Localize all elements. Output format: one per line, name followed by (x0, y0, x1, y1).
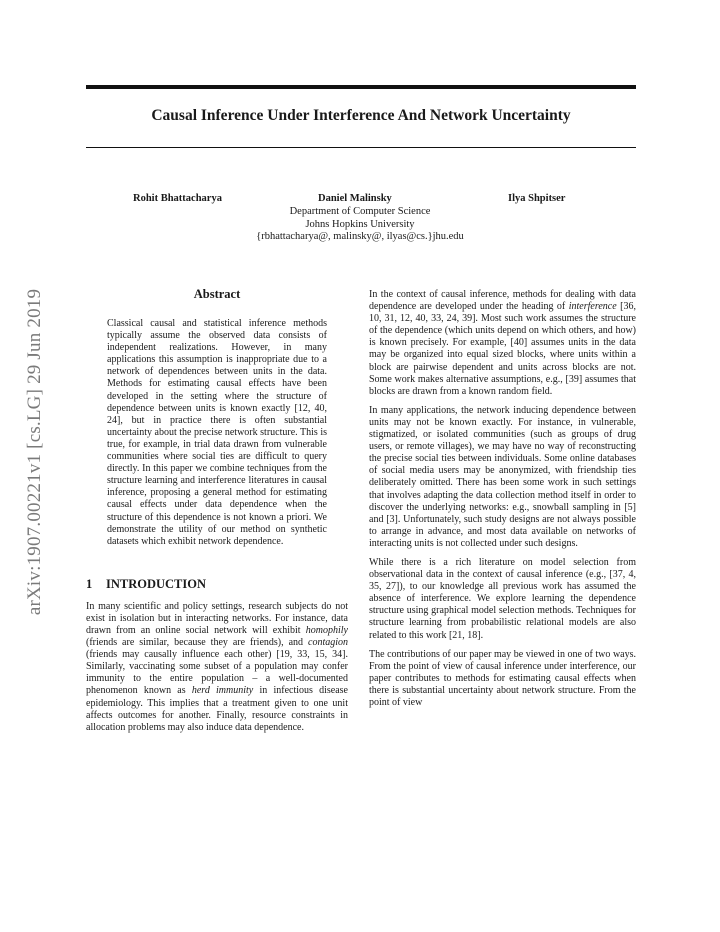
section-number: 1 (86, 576, 93, 591)
section-title: INTRODUCTION (106, 576, 207, 591)
term-homophily: homophily (305, 624, 348, 636)
arxiv-sidebar-stamp (22, 242, 48, 662)
title-bottom-rule (86, 147, 636, 148)
term-interference: interference (568, 301, 617, 313)
left-column (86, 287, 348, 734)
university: Johns Hopkins University (305, 218, 415, 230)
term-contagion: contagion (308, 637, 348, 649)
author-third: Ilya Shpitser (508, 193, 566, 204)
intro-paragraph: In many scientific and policy settings, research subjects do not exist in isolation but in interacting networks. For instance, data drawn from an online social network will exhibit homophily (friends are similar, because they are friends), and contagion (friends may causally influence each other) [19, 33, 15, 34]. Similarly, vaccinating some subset of a population may confer immunity to the entire population – a well-documented phenomenon known as herd immunity in infectious disease epidemiology. This implies that a treatment given to one unit affects outcomes for another. Finally, resource constraints in allocation problems may also induce data dependence. (86, 600, 348, 733)
term-herd-immunity: herd immunity (191, 685, 254, 697)
body-paragraph: In the context of causal inference, methods for dealing with data dependence are developed under the heading of interference [36, 10, 31, 12, 40, 33, 24, 39]. Most such work assumes the structure of the dependence (which units depend on which others, and how) is known precisely. For example, [40] assumes units in the data may be organized into equal sized blocks, where units within a block are pairwise dependent and units across blocks are not. Some work makes alternative assumptions, e.g., [39] assumes that blocks are drawn from a known random field. (369, 289, 636, 397)
abstract-heading: Abstract (193, 287, 241, 301)
abstract-text: Classical causal and statistical inference methods typically assume the observed data consists of independent realizations. However, in many applications this assumption is inappropriate due to a network of dependences between units in the data. Methods for estimating causal effects have been developed in the setting where the structure of dependence between units is known exactly [12, 40, 24], but in practice there is often substantial uncertainty about the precise network structure. This is true, for example, in trial data drawn from vulnerable communities where social ties are difficult to query directly. In this paper we combine techniques from the structure learning and interference literatures in causal inference, proposing a general method for estimating causal effects under data dependence when the structure of this dependence is not known a priori. We demonstrate the utility of our method on synthetic datasets which exhibit network dependence. (107, 318, 327, 547)
body-paragraph: The contributions of our paper may be viewed in one of two ways. From the point of view of causal inference under interference, our paper contributes to methods for estimating causal effects when there is substantial uncertainty about network structure. From the point of view (369, 648, 636, 708)
author-emails: {rbhattacharya@, malinsky@, ilyas@cs.}jhu.edu (256, 231, 464, 242)
author-first: Rohit Bhattacharya (133, 193, 222, 204)
section-heading (86, 577, 348, 591)
department: Department of Computer Science (289, 206, 431, 217)
arxiv-id: arXiv:1907.00221v1 [cs.LG] 29 Jun 2019 (24, 288, 45, 616)
paper-title: Causal Inference Under Interference And Network Uncertainty (151, 107, 571, 124)
body-paragraph: In many applications, the network inducing dependence between units may not be known exactly. For instance, in vulnerable, stigmatized, or isolated communities (such as groups of drug users, or remote villages), we may have no way of reconstructing the precise social ties between individuals. Some online databases of social media users may be anonymized, with friendship ties deliberately omitted. There has been some work in such settings that involves adapting the data collection method itself in order to discover the underlying networks: e.g., snowball sampling in [5] and [3]. Unfortunately, such study designs are not always possible to arrange in advance, and most data available on networks of interacting units is not collected under such designs. (369, 404, 636, 549)
affiliation-block (220, 206, 500, 244)
title-top-rule (86, 85, 636, 89)
body-paragraph: While there is a rich literature on model selection from observational data in the context of causal inference (e.g., [37, 4, 35, 27]), to our knowledge all previous work has assumed the absence of interference. We explore learning the dependence structure using graphical model selection methods. Techniques for structure learning from probabilistic relational models are also related to this work [21, 18]. (369, 556, 636, 641)
right-column (369, 289, 636, 709)
author-second: Daniel Malinsky (318, 193, 392, 204)
